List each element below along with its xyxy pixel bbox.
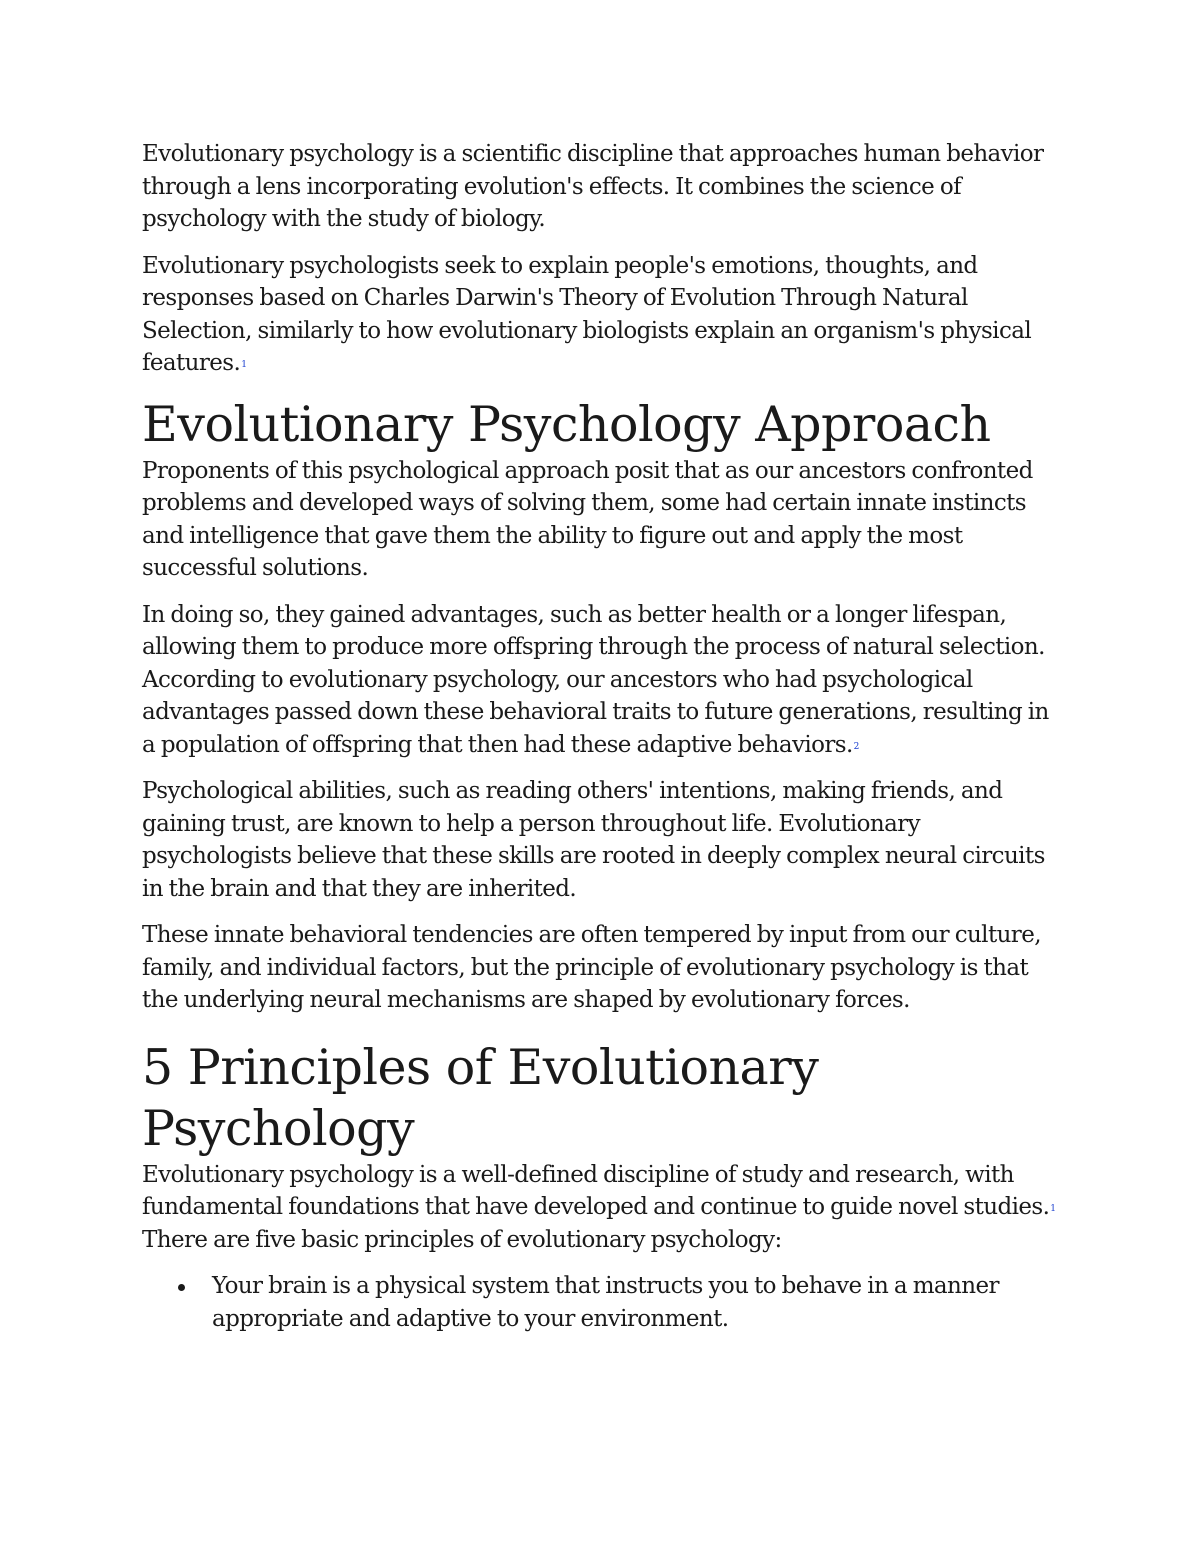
principles-list bbox=[142, 1270, 1067, 1335]
approach-paragraph-4 bbox=[142, 919, 1067, 1017]
footnote-link[interactable]: 2 bbox=[853, 741, 859, 752]
approach-paragraph-1 bbox=[142, 455, 1067, 585]
intro-paragraph-2 bbox=[142, 250, 1067, 380]
approach-paragraph-2 bbox=[142, 599, 1067, 762]
document-page bbox=[142, 138, 1067, 1335]
footnote-link[interactable]: 1 bbox=[1050, 1204, 1056, 1214]
section-heading-principles: 5 Principles of Evolutionary Psychology bbox=[142, 1038, 819, 1157]
approach-paragraph-3-text: Psychological abilities, such as reading others' intentions, making friends, and gaining trust, are known to help a person throughout life. Evolutionary psychologists believe that these skills are rooted in deeply complex neural circuits in the brain and that they are inherited. bbox=[142, 778, 1045, 902]
principles-paragraph-1-text-a: Evolutionary psychology is a well-defined discipline of study and research, with fundamental foundations that have developed and continue to guide novel studies. bbox=[142, 1161, 1050, 1220]
approach-paragraph-3 bbox=[142, 775, 1067, 905]
approach-paragraph-2-text: In doing so, they gained advantages, such as better health or a longer lifespan, allowing them to produce more offspring through the process of natural selection. According to evolutionary psychology, our ancestors who had psychological advantages passed down these behavioral traits to future generations, resulting in a population of offspring that then had these adaptive behaviors. bbox=[142, 601, 1049, 758]
principles-paragraph-1 bbox=[142, 1159, 1067, 1257]
intro-paragraph-1-text: Evolutionary psychology is a scientific discipline that approaches human behavior through a lens incorporating evolution's effects. It combines the science of psychology with the study of biology. bbox=[142, 141, 1044, 232]
section-heading-approach: Evolutionary Psychology Approach bbox=[142, 395, 991, 453]
list-item-text: Your brain is a physical system that instructs you to behave in a manner appropriate and adaptive to your environment. bbox=[212, 1273, 999, 1332]
bullet-icon bbox=[178, 1284, 185, 1291]
list-item bbox=[212, 1270, 1067, 1335]
footnote-link[interactable]: 1 bbox=[241, 360, 247, 370]
intro-paragraph-2-text: Evolutionary psychologists seek to explain people's emotions, thoughts, and responses based on Charles Darwin's Theory of Evolution Through Natural Selection, similarly to how evolutionary biologists explain an organism's physical features. bbox=[142, 252, 1032, 376]
intro-paragraph-1 bbox=[142, 138, 1067, 236]
approach-paragraph-1-text: Proponents of this psychological approach posit that as our ancestors confronted problems and developed ways of solving them, some had certain innate instincts and intelligence that gave them the ability to figure out and apply the most successful solutions. bbox=[142, 457, 1033, 581]
principles-paragraph-1-text-b: There are five basic principles of evolutionary psychology: bbox=[142, 1226, 782, 1253]
approach-paragraph-4-text: These innate behavioral tendencies are often tempered by input from our culture, family, and individual factors, but the principle of evolutionary psychology is that the underlying neural mechanisms are shaped by evolutionary forces. bbox=[142, 922, 1041, 1013]
